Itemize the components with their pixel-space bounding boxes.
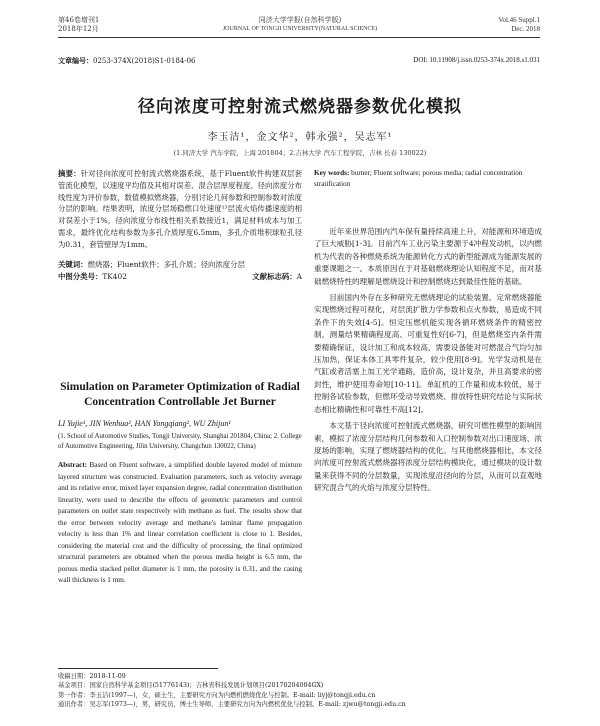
keywords-cn [58, 259, 302, 271]
doc-code [252, 271, 302, 283]
english-block [58, 380, 302, 587]
footnote [58, 672, 542, 710]
body-paragraph: 目前国内外存在多种研究无燃烧理论的试验装置。定常燃烧器能实现燃烧过程可视化，对层流扩散力学参数和点火参数，易造成不同条件下的失效[4-5]。恒定压燃机能实现各循环燃烧条件的精密控制，测量结果精确程度高、可重复性好[6-7]，但是燃烧室内条件需要精确保证，设计加工和成本较高，需要设备能对可燃混合气均匀加压加热，保证本体工具零件复杂，较少使用[8-9]。光学发动机是在气缸或者活塞上加工光学通路，造价高，设计复杂，并且高要求的密封性，维护使用寿命短[10-11]。单缸机的工作量和成本较低，易于控制各试验参数，但燃环受动导致燃烧、排放特性研究结论与实际状态相比精确性和可靠性不高[12]。 [314, 293, 542, 414]
doi-label: DOI: [413, 56, 428, 64]
article-id-line [58, 56, 196, 66]
corresponding-author-line [58, 700, 542, 709]
title-cn: 径向浓度可控射流式燃烧器参数优化模拟 [138, 97, 462, 117]
abstract-cn [58, 168, 302, 251]
keywords-cn-label: 关键词： [58, 259, 88, 269]
title-en: Simulation on Parameter Optimization of Radial Concentration Controllable Jet Burner [60, 381, 300, 408]
keywords-en [314, 168, 542, 190]
doc-code-value: A [296, 272, 302, 282]
abstract-en-text: Based on Fluent software, a simplified double layered model of mixture layered structure was constructed. Evaluation parameters, such as velocity average and its relative error, mixed layer expansion degree, radial concentration distribution linearity, were used to describe the effects of geometric parameters and control parameters on outlet state respectively with methane as fuel. The results show that the error between velocity average and methane's laminar flame propagation velocity is less than 1% and linear correlation coefficient is close to 1. Besides, considering the material cost and the difficulty of processing, the final optimized structural parameters are obtained when the porous media height is 6.5 mm, the porous media stacked pellet diameter is 1 mm, the porosity is 0.31, and the casing wall thickness is 1 mm. [58, 461, 302, 584]
article-id-label: 文章编号： [58, 57, 93, 65]
doi: 10.11908/j.issn.0253-374x.2018.s1.031 [429, 56, 540, 64]
keywords-cn-text: 燃烧器；Fluent软件；多孔介质；径向浓度分层 [87, 259, 245, 269]
classification-line [58, 271, 302, 283]
abstract-cn-block [58, 168, 302, 283]
doi-line [413, 56, 540, 64]
header-date-cn: 2018年12月 [58, 25, 99, 33]
keywords-en-text: burner; Fluent software; porous media; radial concentration stratification [314, 169, 523, 188]
header-volume-cn: 第46卷增刊1 [58, 16, 100, 24]
received-label: 收稿日期： [58, 673, 90, 680]
body-paragraph: 本文基于径向浓度可控射流式燃烧器，研究可燃性模型的影响因素，模拟了浓度分层结构几何参数和入口控制参数对出口速度场、浓度场的影响，实现了燃烧器结构的优化。与其他燃烧器相比，本文径向浓度可控射流式燃烧器将浓度分层结构模块化，通过模块的设计数量来获得不同的分层数量，实现浓度沿径向的分层，从而可以直观地研究混合气的火焰与浓度分层特性。 [314, 421, 542, 493]
clc-value: TK402 [102, 272, 127, 282]
fund-value: 国家自然科学基金项目(51776143)；吉林省科技发展计划项目(20170204004GX) [89, 682, 324, 690]
first-author-line [58, 691, 542, 700]
article-id: 0253-374X(2018)S1-0184-06 [93, 57, 196, 65]
fund-line [58, 681, 542, 690]
body-text [314, 226, 542, 495]
header-volume-en: Vol.46 Suppl.1 [498, 16, 540, 24]
clc [58, 271, 127, 283]
first-author-label: 第一作者： [58, 691, 90, 699]
header-journal-en: JOURNAL OF TONGJI UNIVERSITY(NATURAL SCIENCE) [222, 26, 378, 32]
affiliations-cn: (1.同济大学 汽车学院，上海 201804；2.吉林大学 汽车工程学院，吉林 长春 130022) [173, 149, 427, 157]
authors-cn: 李玉洁¹，金文华²，韩永强²，吴志军¹ [207, 132, 393, 143]
abstract-cn-label: 摘要： [58, 169, 81, 178]
first-author-value: 李玉洁(1997—)，女，硕士生，主要研究方向为内燃机燃烧优化与控制。E-mail: liyj@tongji.edu.cn [89, 691, 376, 699]
received-line [58, 672, 542, 681]
footnote-rule [58, 668, 218, 669]
abstract-en [58, 460, 302, 587]
abstract-cn-text: 针对径向浓度可控射流式燃烧器系统，基于Fluent软件构建双层套管流化模型，以速度平均值及其相对误差、混合层厚度程度、径向浓度分布线性度为评价参数，数值模拟燃烧器，分别讨论几何参数和控制参数对浓度分层的影响。结果表明，浓度分层场稳燃口处速度¹³层流火焰传播速度的相对误差小于1%，径向浓度分布线性相关系数接近1，满足材料成本与加工需求，最终优化结构参数为多孔介质厚度6.5mm，多孔介质堆积球粒孔径为0.31，套管壁厚为1mm。 [58, 169, 302, 249]
header-journal-cn: 同济大学学报(自然科学版) [258, 16, 342, 24]
header-rule [58, 37, 540, 38]
authors-en: LI Yujie¹, JIN Wenhua², HAN Yongqiang², WU Zhijun¹ [58, 419, 231, 428]
fund-label: 基金项目： [58, 682, 90, 690]
doc-code-label: 文献标志码： [252, 272, 297, 282]
abstract-en-label: Abstract: [58, 461, 88, 469]
body-paragraph: 近年来世界范围内汽车保有量持续高速上升，对能源和环境造成了巨大威胁[1-3]。目前汽车工业污染主要源于4冲程发动机，以内燃机为代表的各种燃烧系统为能源转化方式的新型能源成为能源发展的重要课题之一。本质原因在于对基础燃烧理论认知程度不足，而对基础燃烧特性的理解是燃烧设计和控制燃烧达到最佳性能的基础。 [314, 227, 543, 286]
clc-label: 中图分类号： [58, 272, 103, 282]
keywords-en-label: Key words: [314, 169, 350, 177]
header-date-en: Dec. 2018 [511, 25, 540, 33]
corresponding-author-label: 通讯作者： [58, 701, 90, 709]
corresponding-author-value: 吴志军(1973—)，男，研究员，博士生导师，主要研究方向为内燃机优化与控制。E-mail: zjwu@tongji.edu.cn [89, 701, 406, 709]
received-value: 2018-11-09 [89, 673, 126, 680]
affiliations-en: (1. School of Automotive Studies, Tongji University, Shanghai 201804, China; 2. College of Automotive Engineering, Jilin University, Changchun 130022, China) [58, 433, 302, 450]
